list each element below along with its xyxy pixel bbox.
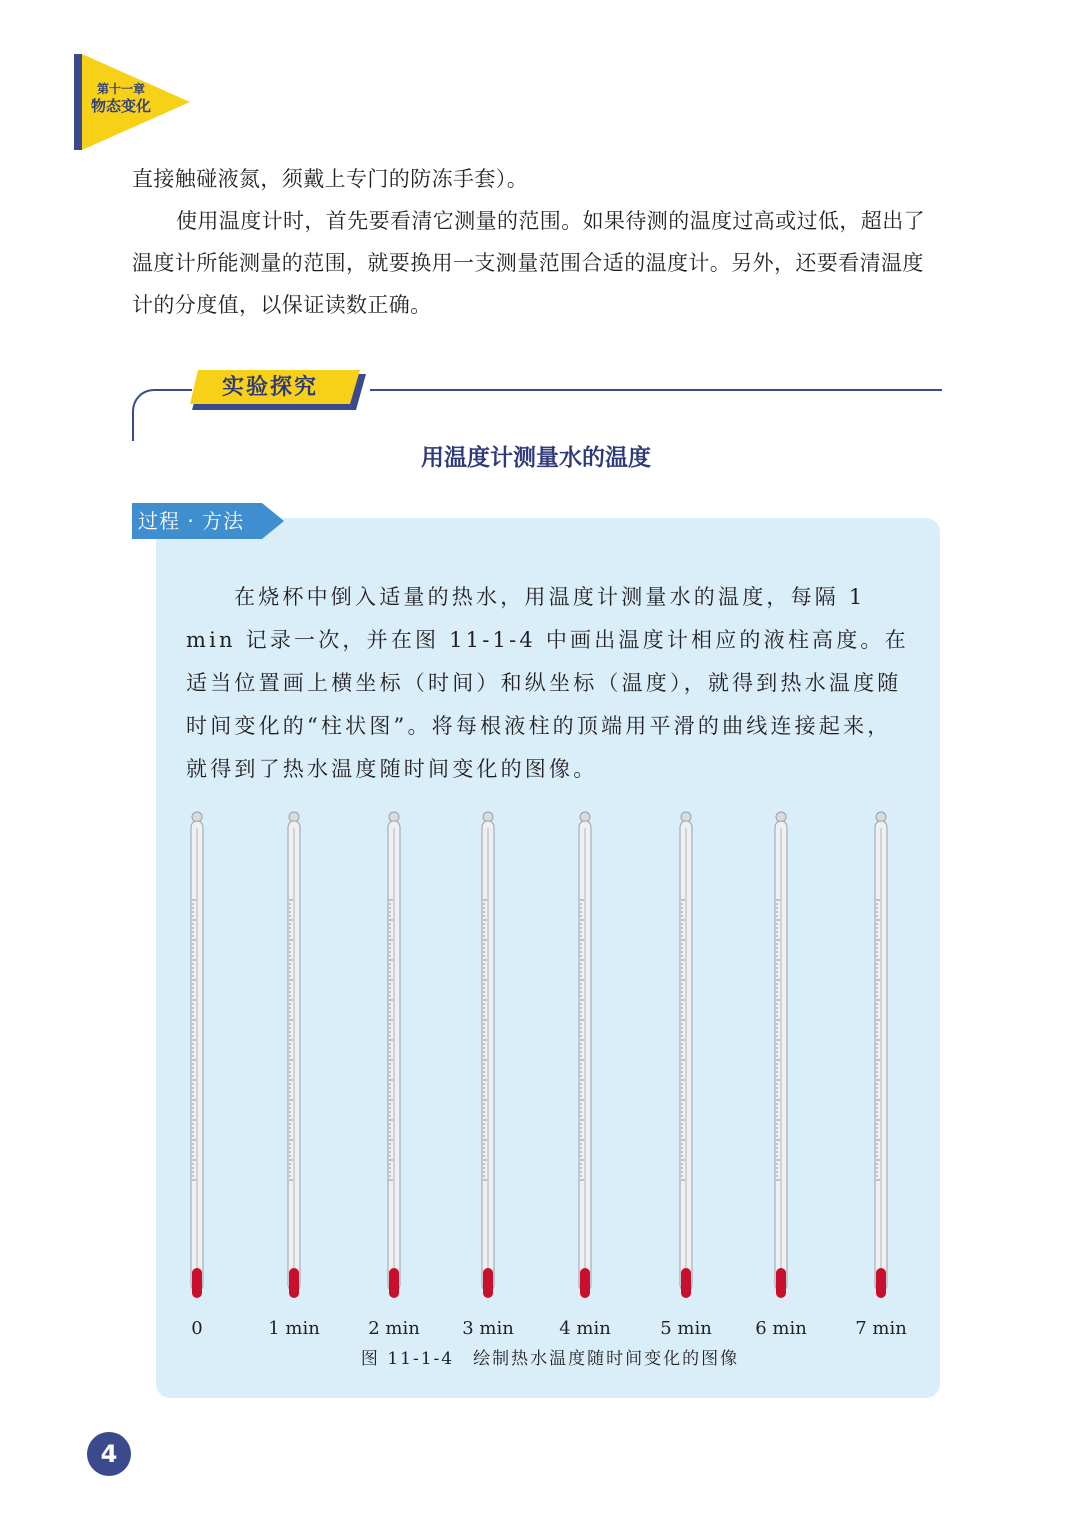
experiment-tag-label: 实验探究 bbox=[221, 375, 318, 400]
time-label: 4 min bbox=[559, 1318, 611, 1339]
time-label: 5 min bbox=[660, 1318, 712, 1339]
time-label: 1 min bbox=[268, 1318, 320, 1339]
thermometer bbox=[478, 810, 498, 1300]
thermometer bbox=[676, 810, 696, 1300]
page-number: 4 bbox=[87, 1432, 131, 1476]
thermometer bbox=[284, 810, 304, 1300]
thermometer bbox=[871, 810, 891, 1300]
thermometer-bulb bbox=[876, 1268, 886, 1298]
experiment-title: 用温度计测量水的温度 bbox=[421, 445, 651, 471]
thermometer-bulb bbox=[483, 1268, 493, 1298]
figure-caption: 图 11-1-4 绘制热水温度随时间变化的图像 bbox=[360, 1349, 740, 1369]
time-label: 0 bbox=[191, 1318, 203, 1339]
thermometer-bulb bbox=[681, 1268, 691, 1298]
time-label: 2 min bbox=[368, 1318, 420, 1339]
thermometer-bulb bbox=[192, 1268, 202, 1298]
time-label: 3 min bbox=[462, 1318, 514, 1339]
time-label: 6 min bbox=[755, 1318, 807, 1339]
thermometer bbox=[384, 810, 404, 1300]
chapter-name: 物态变化 bbox=[90, 97, 151, 115]
experiment-corner-line bbox=[132, 389, 192, 441]
thermometer-bulb bbox=[389, 1268, 399, 1298]
experiment-rule bbox=[370, 389, 942, 391]
time-label: 7 min bbox=[855, 1318, 907, 1339]
chapter-tab-bar bbox=[74, 54, 82, 150]
thermometer-bulb bbox=[776, 1268, 786, 1298]
thermometer bbox=[575, 810, 595, 1300]
thermometer bbox=[771, 810, 791, 1300]
thermometer-bulb bbox=[580, 1268, 590, 1298]
body-text-line: 直接触碰液氮，须戴上专门的防冻手套）。 bbox=[132, 167, 529, 191]
method-tag-label: 过程 · 方法 bbox=[138, 509, 245, 533]
chapter-number: 第十一章 bbox=[96, 82, 145, 96]
body-paragraph: 使用温度计时，首先要看清它测量的范围。如果待测的温度过高或过低，超出了温度计所能测量的范围，就要换用一支测量范围合适的温度计。另外，还要看清温度计的分度值，以保证读数正确。 bbox=[132, 209, 925, 317]
chapter-label bbox=[86, 82, 156, 116]
process-text: 在烧杯中倒入适量的热水，用温度计测量水的温度，每隔 1 min 记录一次，并在图 11-1-4 中画出温度计相应的液柱高度。在适当位置画上横坐标（时间）和纵坐标（温度），就得到热水温度随时间变化的“柱状图”。将每根液柱的顶端用平滑的曲线连接起来，就得到了热水温度随时间变化的图像。 bbox=[186, 585, 909, 781]
thermometer bbox=[187, 810, 207, 1300]
thermometer-bulb bbox=[289, 1268, 299, 1298]
